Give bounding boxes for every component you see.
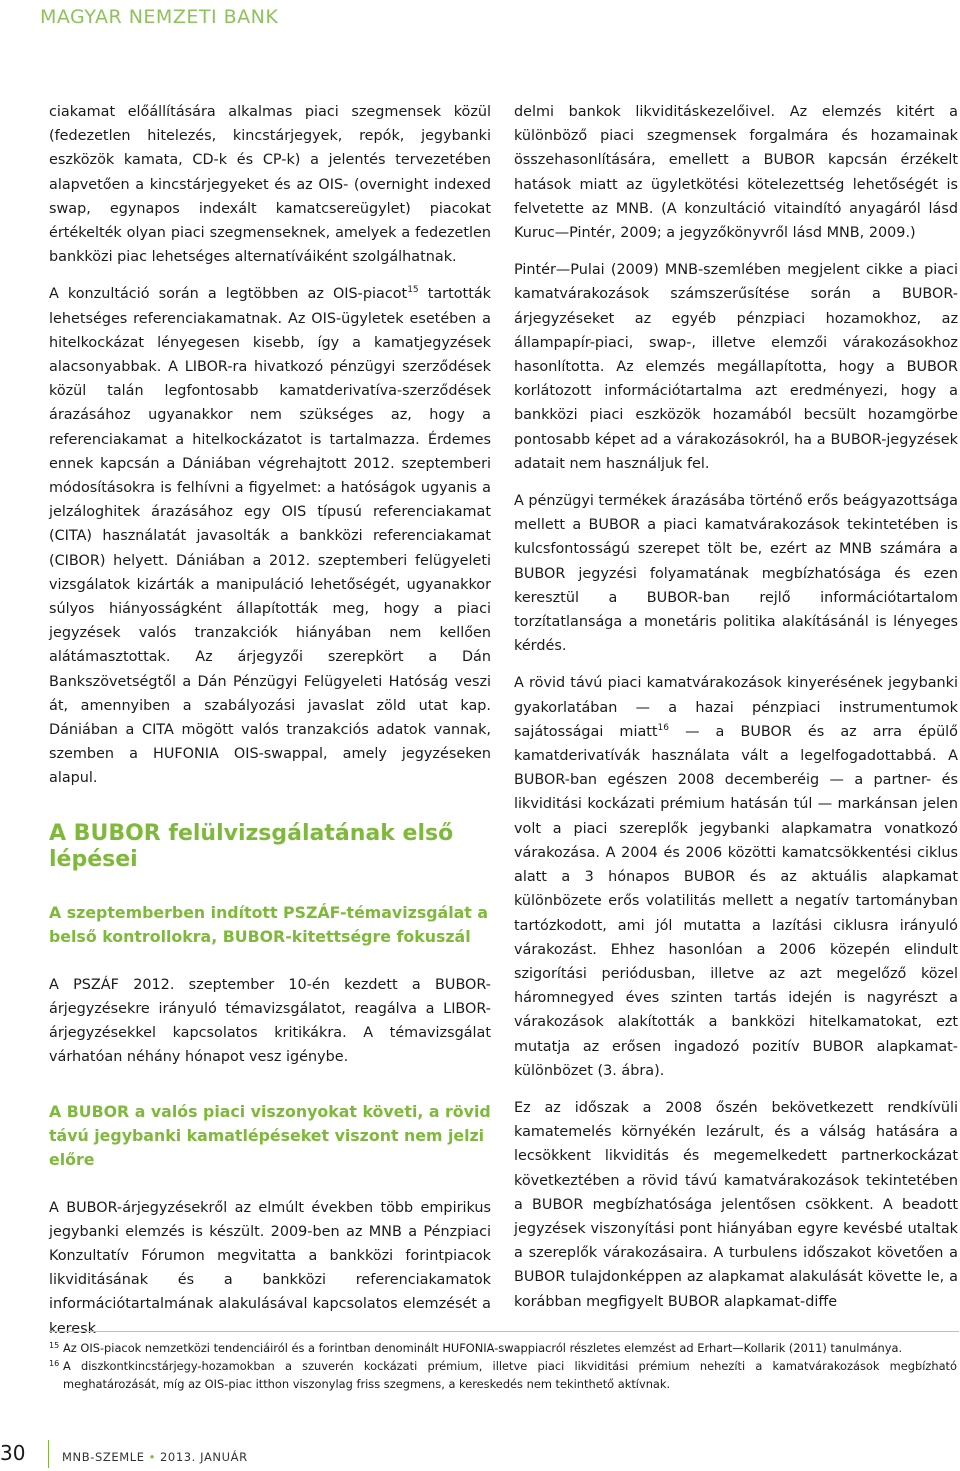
right-paragraph-2: Pintér—Pulai (2009) MNB-szemlében megjelent cikke a piaci kamatvárakozások számszerűsítése során a BUBOR-árjegyzéseket az egyéb pénzpiaci hozamokhoz, az állampapír-piaci, swap-, illetve elemzői várakozásokhoz hasonlította. Az elemzés megállapította, hogy a BUBOR korlátozott információtartalma azt eredményezi, hogy a bankközi piaci eszközök hozamából becsült hozamgörbe pontosabb képet ad a várakozásokról, ha a BUBOR-jegyzések adatait nem használjuk fel. [514,262,958,472]
right-paragraph-5: Ez az időszak a 2008 őszén bekövetkezett rendkívüli kamatemelés környékén lezárult, és a válság hatására a lecsökkent likviditás és megemelkedett partnerkockázat következtében a rövid távú kamatvárakozások tekintetében a BUBOR megbízhatósága jelentősen csökkent. A beadott jegyzések viszonyítási pont hiányában egyre kevésbé utaltak a szereplők várakozásaira. A turbulens időszakot követően a BUBOR tulajdonképpen az alapkamat alakulását követte le, a korábban megfigyelt BUBOR alapkamat-diffe [514,1099,958,1310]
header-brand: MAGYAR NEMZETI BANK [40,6,279,28]
footnote-number: 16 [49,1359,60,1368]
right-paragraph-1: delmi bankok likviditáskezelőivel. Az elemzés kitért a különböző piaci szegmensek forgalmára és hozamainak összehasonlítására, emellett a BUBOR kapcsán érzékelt hatások miatt az ügyletkötési kötelezettség lehetőségét is felvetette az MNB. (A konzultáció vitaindító anyagáról lásd Kuruc—Pintér, 2009; a jegyzőkönyvről lásd MNB, 2009.) [514,104,958,242]
footnote-ref-16[interactable]: 16 [657,723,669,734]
footnote-ref-15[interactable]: 15 [407,285,419,296]
journal-info [62,1450,248,1464]
page-number: 30 [0,1441,26,1465]
footnote-text: A diszkontkincstárjegy-hozamokban a szuverén kockázati prémium, illetve piaci likviditási prémium nehezíti a kamatvárakozások megbízható meghatározását, míg az OIS-piac itthon viszonylag friss szegmens, a kereskedés nem tekinthető aktívnak. [63,1359,957,1391]
left-paragraph-4: A BUBOR-árjegyzésekről az elmúlt években több empirikus jegybanki elemzés is készült. 2009-ben az MNB a Pénzpiaci Konzultatív Fórumon megvitatta a bankközi forintpiacok likviditásának és a bankközi referenciakamatok információtartalmának alakulásával kapcsolatos elemzését a keresk [49,1199,491,1337]
left-paragraph-2-text-a: A konzultáció során a legtöbben az OIS-piacot [49,286,408,303]
right-paragraph-4-text-a: A rövid távú piaci kamatvárakozások kinyerésének jegybanki gyakorlatában — a hazai pénzpiaci instrumentumok sajátosságai miatt [514,675,958,740]
journal-name: MNB-SZEMLE [62,1450,145,1464]
journal-issue: 2013. JANUÁR [160,1450,248,1464]
left-column [49,100,491,1341]
right-paragraph-3: A pénzügyi termékek árazásába történő erős beágyazottsága mellett a BUBOR a piaci kamatvárakozások tekintetében is kulcsfontosságú szerepet tölt be, ezért az MNB számára a BUBOR jegyzési folyamatának megbízhatósága és ezen keresztül a BUBOR-ban rejlő információtartalom torzítatlansága a monetáris politika alakításánál is lényeges kérdés. [514,493,959,655]
footnote-divider [49,1331,959,1332]
left-paragraph-3: A PSZÁF 2012. szeptember 10-én kezdett a BUBOR-árjegyzésekre irányuló témavizsgálatot, reagálva a LIBOR-árjegyzésekkel kapcsolatos kritikákra. A témavizsgálat várhatóan néhány hónapot vesz igénybe. [49,976,491,1066]
subheading-bubor: A BUBOR a valós piaci viszonyokat követi, a rövid távú jegybanki kamatlépéseket viszont nem jelzi előre [49,1101,491,1169]
right-paragraph-4 [514,671,958,1082]
bullet-separator: • [148,1450,156,1464]
left-paragraph-2 [49,282,491,790]
footnotes [49,1339,957,1393]
footnote-16 [49,1357,957,1393]
footnote-number: 15 [49,1341,60,1350]
footnote-text: Az OIS-piacok nemzetközi tendenciáiról és a forintban denominált HUFONIA-swappiacról részletes elemzést ad Erhart—Kollarik (2011) tanulmánya. [63,1341,903,1355]
page-footer [0,1440,960,1468]
right-column [514,100,958,1314]
footer-divider [48,1440,49,1468]
section-heading: A BUBOR felülvizsgálatának első lépései [49,820,454,872]
footnote-15 [49,1339,957,1357]
right-paragraph-4-text-b: — a BUBOR és az arra épülő kamatderivatívák használata vált a legelfogadottabbá. A BUBOR-ban egészen 2008 decemberéig — a partner- és likviditási kockázati prémium hatásán túl — markánsan jelen volt a piaci szereplők jegybanki alapkamatra vonatkozó várakozása. A 2004 és 2006 közötti kamatcsökkentési ciklus alatt a 3 hónapos BUBOR és az aktuális alapkamat különbözete erős volatilitás mellett a negatív tartományban tartózkodott, ami jól mutatta a lazítási ciklusra irányuló várakozást. Ehhez hasonlóan a 2006 közepén elindult szigorítási periódusban, illetve az azt megelőző közel háromnegyed éves szinten tartás idején is nagyrészt a várakozások alakították a bankközi hitelkamatokat, ezt mutatja az erősen ingadozó pozitív BUBOR alapkamat-különbözet (3. ábra). [514,723,958,1079]
subheading-psazf: A szeptemberben indított PSZÁF-témavizsgálat a belső kontrollokra, BUBOR-kitettségre fokuszál [49,902,488,946]
left-paragraph-1: ciakamat előállítására alkalmas piaci szegmensek közül (fedezetlen hitelezés, kincstárjegyek, repók, jegybanki eszközök kamata, CD-k és CP-k) a jelentés tervezetében alapvetően a kincstárjegyeket és az OIS- (overnight indexed swap, egynapos indexált kamatcsereügylet) piacokat értékelték olyan piaci szegmenseknek, amelyek a fedezetlen bankközi piac lehetséges alternatíváiként szolgálhatnak. [49,104,491,266]
left-paragraph-2-text-b: tartották lehetséges referenciakamatnak. Az OIS-ügyletek esetében a hitelkockázat lényegesen kisebb, így a kamatjegyzések alacsonyabbak. A LIBOR-ra hivatkozó pénzügyi szerződések közül talán legfontosabb kamatderivatíva-szerződések árazásához ugyanakkor nem szükséges az, hogy a referenciakamat a hitelkockázatot is tartalmazza. Érdemes ennek kapcsán a Dániában végrehajtott 2012. szeptemberi módosításokra is felhívni a figyelmet: a hatóságok ugyanis a jelzáloghitek árazásához egy OIS típusú referenciakamat (CITA) használatát javasolták a bankközi referenciakamat (CIBOR) helyett. Dániában a 2012. szeptemberi felügyeleti vizsgálatok kizárták a manipuláció lehetőségét, ugyanakkor súlyos hiányosságként állapították meg, hogy a piaci jegyzések valós tranzakciók hiányában nem kellően alátámasztottak. Az árjegyzői szerepkört a Dán Bankszövetségtől a Dán Pénzügyi Felügyeleti Hatóság veszi át, amennyiben a szabályozási javaslat zöld utat kap. Dániában a CITA mögött valós tranzakciós adatok vannak, szemben a HUFONIA OIS-swappal, amely jegyzéseken alapul. [49,286,491,787]
